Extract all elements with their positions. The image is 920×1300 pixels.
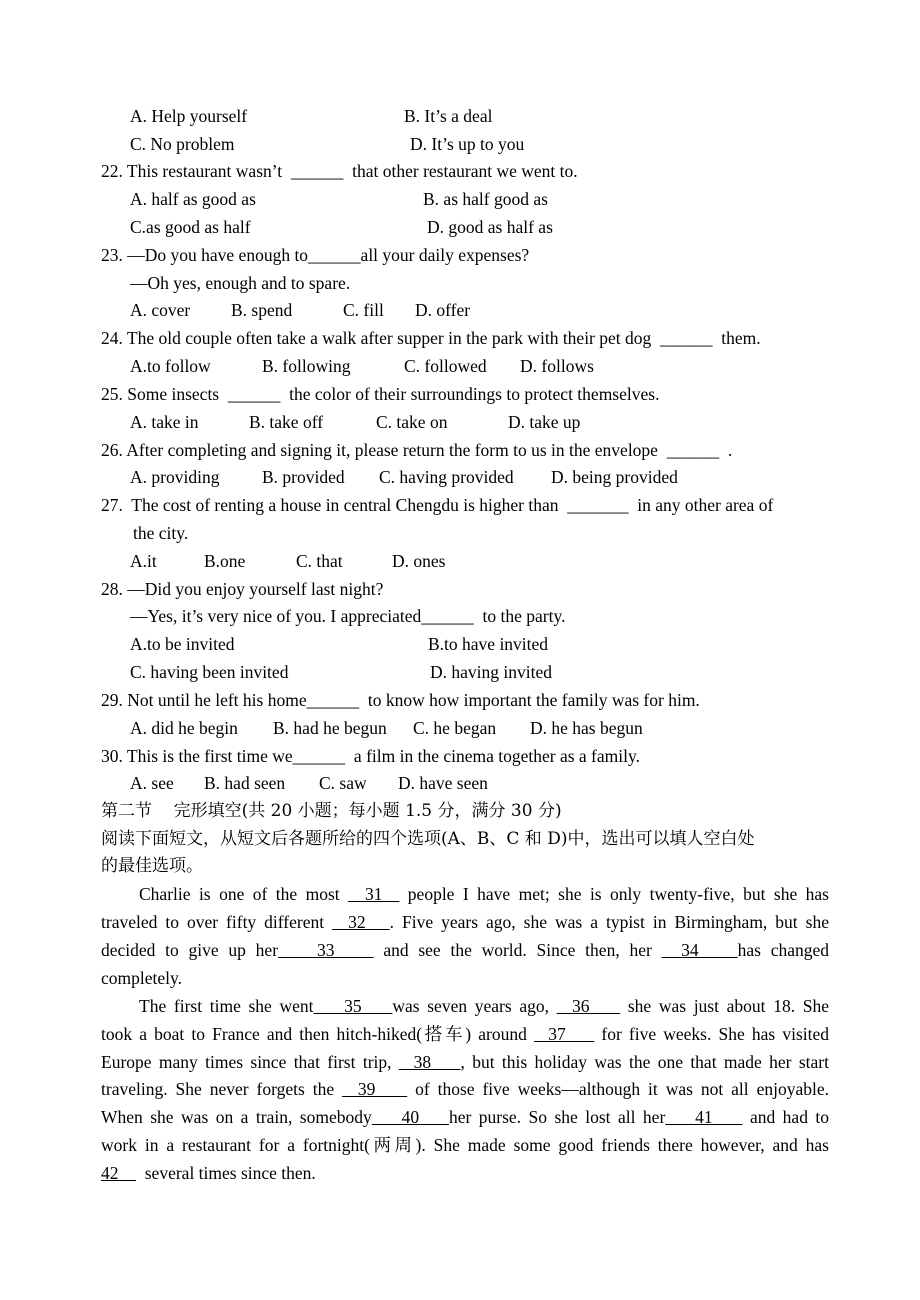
q25-stem: 25. Some insects ______ the color of their surroundings to protect themselves.: [101, 384, 660, 404]
passage-text: The first time she went: [139, 996, 314, 1016]
passage-text: took a boat to France and then hitch-hiked(搭车) around: [101, 1024, 534, 1044]
option-d: D. ones: [392, 551, 446, 571]
passage-text: When she was on a train, somebody: [101, 1107, 372, 1127]
option-b: B. provided: [262, 467, 345, 487]
option-a: A. half as good as: [130, 189, 256, 209]
passage-text: for five weeks. She has visited: [594, 1024, 829, 1044]
option-a: A.to follow: [130, 356, 211, 376]
passage-line: [139, 882, 829, 906]
blank-38: 38: [398, 1052, 461, 1072]
passage-line: [139, 994, 829, 1018]
option-a: A. take in: [130, 412, 199, 432]
blank-42: 42: [101, 1163, 136, 1183]
passage-text: and had to: [742, 1107, 830, 1127]
passage-text: . Five years ago, she was a typist in Birmingham, but she: [389, 912, 829, 932]
option-d: D. good as half as: [427, 217, 553, 237]
blank-32: 32: [332, 912, 390, 932]
q23-reply: —Oh yes, enough and to spare.: [130, 273, 351, 293]
q27-stem-cont: the city.: [133, 523, 189, 543]
blank-41: 41: [665, 1107, 743, 1127]
option-c: C. No problem: [130, 134, 235, 154]
q28-options-row1: [101, 632, 829, 656]
q24-options: [101, 354, 829, 378]
option-b: B.to have invited: [428, 634, 549, 654]
q26-options: [101, 465, 829, 489]
q28-options-row2: [101, 660, 829, 684]
option-d: D. being provided: [551, 467, 678, 487]
option-c: C.as good as half: [130, 217, 251, 237]
option-c: C. having been invited: [130, 662, 289, 682]
passage-text: several times since then.: [136, 1163, 316, 1183]
passage-text: work in a restaurant for a fortnight(两周). She made some good friends there however, and has: [101, 1135, 829, 1155]
blank-36: 36: [556, 996, 621, 1016]
option-b: B. take off: [249, 412, 324, 432]
option-b: B. spend: [231, 300, 293, 320]
option-d: D. have seen: [398, 773, 488, 793]
option-a: A. cover: [130, 300, 191, 320]
passage-text: her purse. So she lost all her: [448, 1107, 666, 1127]
passage-text: was seven years ago,: [392, 996, 557, 1016]
q28-stem: 28. —Did you enjoy yourself last night?: [101, 579, 384, 599]
option-b: B. It’s a deal: [404, 106, 493, 126]
section-instructions-cont: 的最佳选项。: [101, 856, 203, 876]
option-a: A. see: [130, 773, 174, 793]
q21-options-row2: [101, 132, 829, 156]
blank-35: 35: [313, 996, 393, 1016]
passage-text: completely.: [101, 968, 182, 988]
q23-options: [101, 298, 829, 322]
option-b: B. as half good as: [423, 189, 548, 209]
q25-options: [101, 410, 829, 434]
q21-options-row1: [101, 104, 829, 128]
option-a: A. Help yourself: [130, 106, 248, 126]
passage-line: [101, 1050, 829, 1074]
section-title: 第二节 完形填空(共 20 小题；每小题 1.5 分，满分 30 分): [101, 801, 562, 821]
option-d: D. It’s up to you: [410, 134, 525, 154]
option-d: D. take up: [508, 412, 581, 432]
q30-options: [101, 771, 829, 795]
option-b: B. following: [262, 356, 351, 376]
section-instructions: 阅读下面短文，从短文后各题所给的四个选项(A、B、C 和 D)中，选出可以填人空白处: [101, 829, 755, 849]
passage-text: decided to give up her: [101, 940, 279, 960]
q26-stem: 26. After completing and signing it, please return the form to us in the envelope ______ .: [101, 440, 733, 460]
option-d: D. he has begun: [530, 718, 643, 738]
q24-stem: 24. The old couple often take a walk after supper in the park with their pet dog ______ them.: [101, 328, 761, 348]
passage-line: [101, 966, 829, 990]
passage-line: [101, 1022, 829, 1046]
option-c: C. take on: [376, 412, 448, 432]
option-c: C. followed: [404, 356, 487, 376]
option-b: B.one: [204, 551, 246, 571]
option-a: A.it: [130, 551, 157, 571]
passage-line: [101, 938, 829, 962]
q22-options-row1: [101, 187, 829, 211]
option-a: A. did he begin: [130, 718, 238, 738]
blank-39: 39: [342, 1079, 408, 1099]
passage-line: [101, 910, 829, 934]
option-c: C. he began: [413, 718, 497, 738]
passage-text: traveling. She never forgets the: [101, 1079, 343, 1099]
blank-34: 34: [661, 940, 738, 960]
passage-text: has changed: [737, 940, 829, 960]
passage-text: traveled to over fifty different: [101, 912, 333, 932]
passage-text: , but this holiday was the one that made her start: [460, 1052, 829, 1072]
q27-options: [101, 549, 829, 573]
option-d: D. offer: [415, 300, 471, 320]
option-c: C. that: [296, 551, 343, 571]
passage-text: of those five weeks—although it was not all enjoyable.: [407, 1079, 829, 1099]
passage-line: [101, 1077, 829, 1101]
q29-stem: 29. Not until he left his home______ to know how important the family was for him.: [101, 690, 700, 710]
q30-stem: 30. This is the first time we______ a film in the cinema together as a family.: [101, 746, 640, 766]
option-c: C. having provided: [379, 467, 514, 487]
q23-stem: 23. —Do you have enough to______all your daily expenses?: [101, 245, 530, 265]
passage-text: people I have met; she is only twenty-five, but she has: [399, 884, 829, 904]
blank-40: 40: [371, 1107, 449, 1127]
q22-stem: 22. This restaurant wasn’t ______ that other restaurant we went to.: [101, 161, 578, 181]
passage-line: [101, 1105, 829, 1129]
passage-line: [101, 1161, 829, 1185]
passage-text: Charlie is one of the most: [139, 884, 349, 904]
option-d: D. having invited: [430, 662, 552, 682]
option-c: C. fill: [343, 300, 384, 320]
passage-line: [101, 1133, 829, 1157]
blank-33: 33: [278, 940, 374, 960]
option-a: A.to be invited: [130, 634, 235, 654]
q29-options: [101, 716, 829, 740]
passage-text: Europe many times since that first trip,: [101, 1052, 399, 1072]
option-c: C. saw: [319, 773, 367, 793]
q22-options-row2: [101, 215, 829, 239]
q27-stem: 27. The cost of renting a house in central Chengdu is higher than _______ in any other area of: [101, 495, 774, 515]
passage-text: she was just about 18. She: [620, 996, 829, 1016]
option-b: B. had he begun: [273, 718, 387, 738]
blank-31: 31: [348, 884, 400, 904]
passage-text: and see the world. Since then, her: [373, 940, 662, 960]
blank-37: 37: [534, 1024, 595, 1044]
q28-reply: —Yes, it’s very nice of you. I appreciated______ to the party.: [130, 606, 566, 626]
option-a: A. providing: [130, 467, 220, 487]
option-d: D. follows: [520, 356, 594, 376]
option-b: B. had seen: [204, 773, 286, 793]
